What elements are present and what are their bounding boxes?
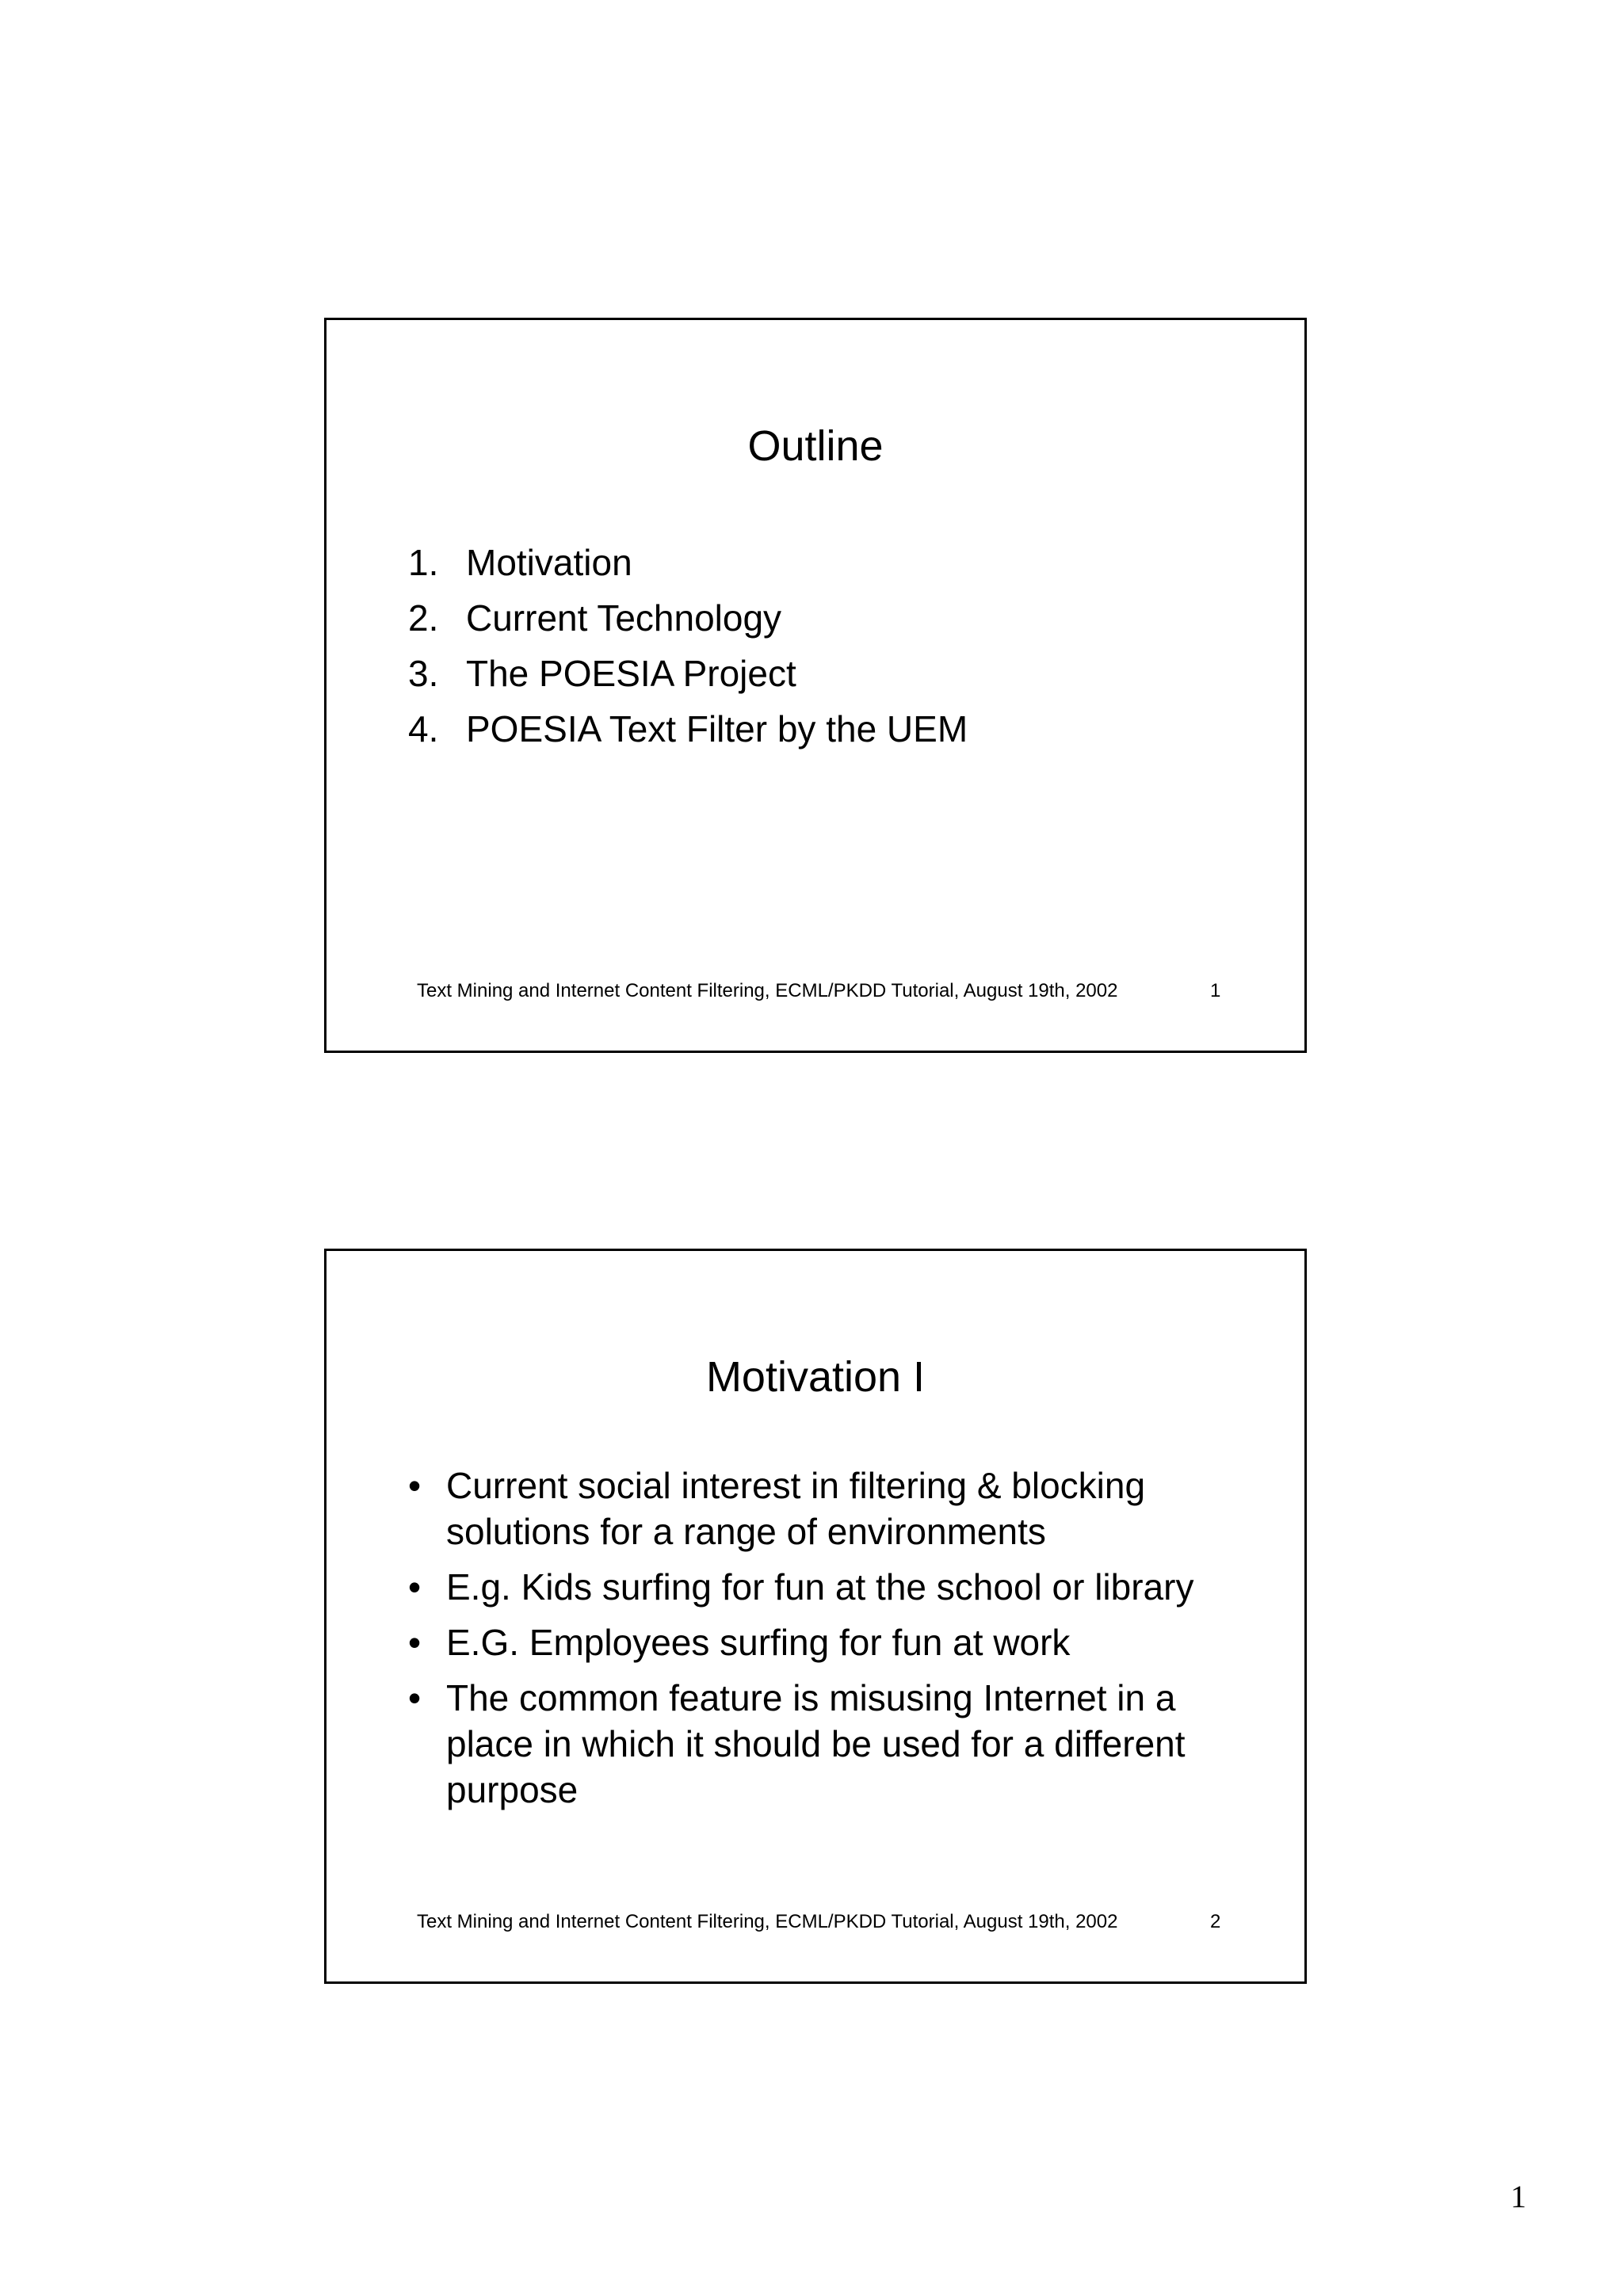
list-item-text: E.G. Employees surfing for fun at work xyxy=(446,1622,1071,1663)
page-number: 1 xyxy=(1510,2179,1526,2214)
outline-list xyxy=(408,535,968,757)
slide-number: 1 xyxy=(1210,980,1221,1001)
list-item xyxy=(408,1564,1248,1610)
slide-title: Outline xyxy=(747,422,884,470)
slide-footer: Text Mining and Internet Content Filtering, ECML/PKDD Tutorial, August 19th, 2002 xyxy=(417,1911,1118,1932)
list-item xyxy=(408,701,968,757)
list-item-text: E.g. Kids surfing for fun at the school or library xyxy=(446,1566,1194,1608)
list-item xyxy=(408,1619,1248,1665)
list-item-text: Current Technology xyxy=(466,597,782,639)
slide-motivation xyxy=(324,1249,1307,1984)
slide-outline xyxy=(324,318,1307,1053)
list-item-text: Motivation xyxy=(466,542,632,583)
list-item-number: 1. xyxy=(408,542,439,583)
list-item-text: POESIA Text Filter by the UEM xyxy=(466,708,968,749)
bullet-icon: • xyxy=(408,1622,422,1663)
bullet-icon: • xyxy=(408,1465,422,1506)
list-item xyxy=(408,1675,1248,1813)
bullet-list xyxy=(408,1463,1248,1822)
slide-number: 2 xyxy=(1210,1911,1221,1932)
list-item-number: 3. xyxy=(408,653,439,694)
slide-footer: Text Mining and Internet Content Filtering, ECML/PKDD Tutorial, August 19th, 2002 xyxy=(417,980,1118,1001)
list-item-text: Current social interest in filtering & blocking solutions for a range of environments xyxy=(446,1465,1146,1552)
list-item-text: The POESIA Project xyxy=(466,653,796,694)
list-item-text: The common feature is misusing Internet in a place in which it should be used for a different purpose xyxy=(446,1677,1186,1810)
list-item xyxy=(408,590,968,646)
list-item-number: 2. xyxy=(408,597,439,639)
bullet-icon: • xyxy=(408,1566,422,1608)
list-item xyxy=(408,1463,1248,1554)
list-item xyxy=(408,646,968,701)
list-item-number: 4. xyxy=(408,708,439,749)
slide-title: Motivation I xyxy=(705,1353,926,1401)
bullet-icon: • xyxy=(408,1677,422,1718)
list-item xyxy=(408,535,968,590)
